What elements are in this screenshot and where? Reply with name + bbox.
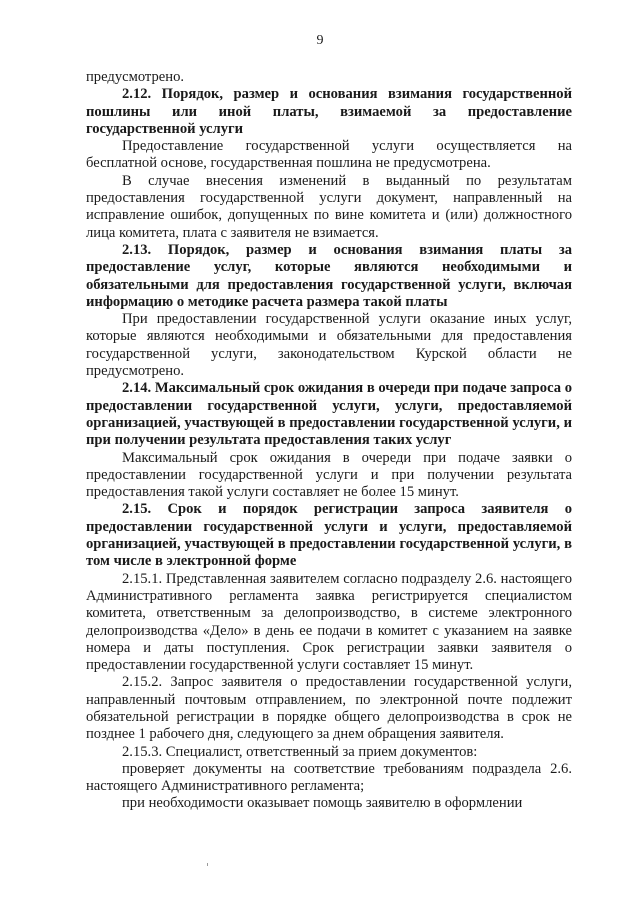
paragraph-2-15-2: 2.15.2. Запрос заявителя о предоставлении государственной услуги, направленный почтовым отправлением, по электронной почте подлежит обязательной регистрации в порядке общего делопроизводства в срок не позднее 1 рабочего дня, следующего за днем обращения заявителя. bbox=[86, 674, 572, 743]
page-number: 9 bbox=[316, 33, 324, 48]
paragraph-continuation: предусмотрено. bbox=[86, 69, 185, 85]
section-heading-2-14: 2.14. Максимальный срок ожидания в очереди при подаче запроса о предоставлении государственной услуги, услуги, предоставляемой организацией, участвующей в предоставлении государственной услуги, и при получении результата предоставления таких услуг bbox=[86, 380, 572, 449]
document-body bbox=[86, 69, 572, 813]
section-heading-2-15: 2.15. Срок и порядок регистрации запроса заявителя о предоставлении государственной услуги и услуги, предоставляемой организацией, участвующей в предоставлении государственной услуги, в том числе в электронной форме bbox=[86, 501, 572, 570]
paragraph: При предоставлении государственной услуги оказание иных услуг, которые являются необходимыми и обязательными для предоставления государственной услуги, законодательством Курской области не предусмотрено. bbox=[86, 311, 572, 380]
section-heading-2-12: 2.12. Порядок, размер и основания взимания государственной пошлины или иной платы, взимаемой за предоставление государственной услуги bbox=[86, 86, 572, 137]
paragraph: В случае внесения изменений в выданный по результатам предоставления государственной услуги документ, направленный на исправление ошибок, допущенных по вине комитета и (или) должностного лица комитета, плата с заявителя не взимается. bbox=[86, 172, 572, 241]
list-item: при необходимости оказывает помощь заявителю в оформлении bbox=[122, 795, 523, 812]
scan-mark bbox=[207, 863, 208, 866]
list-item: проверяет документы на соответствие требованиям подраздела 2.6. настоящего Административного регламента; bbox=[86, 760, 572, 795]
paragraph: Предоставление государственной услуги осуществляется на бесплатной основе, государственная пошлина не предусмотрена. bbox=[86, 138, 572, 172]
paragraph-2-15-3: 2.15.3. Специалист, ответственный за прием документов: bbox=[122, 743, 478, 760]
paragraph: Максимальный срок ожидания в очереди при подаче заявки о предоставлении государственной услуги и при получении результата предоставления такой услуги составляет не более 15 минут. bbox=[86, 449, 572, 501]
section-heading-2-13: 2.13. Порядок, размер и основания взимания платы за предоставление услуг, которые являются необходимыми и обязательными для предоставления государственной услуги, включая информацию о методике расчета размера такой платы bbox=[86, 241, 572, 310]
paragraph-2-15-1: 2.15.1. Представленная заявителем согласно подразделу 2.6. настоящего Административного регламента заявка регистрируется специалистом комитета, ответственным за делопроизводство, в системе электронного делопроизводства «Дело» в день ее подачи в комитет с указанием на заявке номера и даты поступления. Срок регистрации заявки заявителя о предоставлении государственной услуги составляет 15 минут. bbox=[86, 570, 572, 674]
